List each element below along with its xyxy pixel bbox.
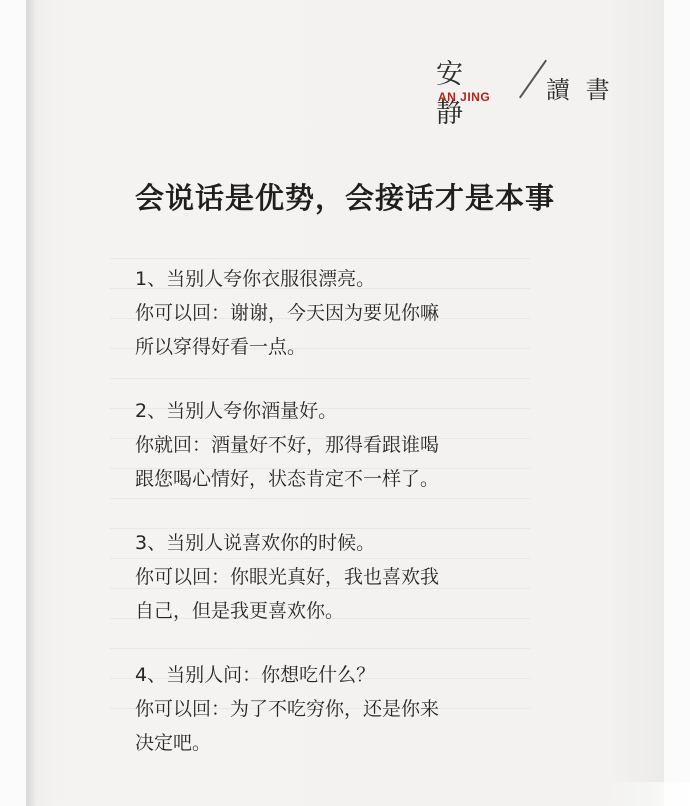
item-heading: 1、当别人夸你衣服很漂亮。 (135, 268, 376, 290)
item-heading: 3、当别人说喜欢你的时候。 (135, 532, 376, 554)
page-spine-shadow (26, 0, 36, 806)
item-text: 你可以回：为了不吃穷你，还是你来 (135, 698, 440, 720)
item-heading: 4、当别人问：你想吃什么？ (135, 664, 376, 686)
item-text: 你可以回：你眼光真好，我也喜欢我 (135, 566, 440, 588)
brand-name-pinyin: AN JING (438, 90, 491, 104)
item-text: 自己，但是我更喜欢你。 (135, 600, 345, 622)
item-text: 决定吧。 (135, 732, 212, 754)
list-item (135, 262, 595, 364)
item-text: 所以穿得好看一点。 (135, 336, 307, 358)
tips-list (135, 262, 595, 790)
list-item (135, 394, 595, 496)
brand-subtitle: 讀 書 (546, 76, 614, 104)
page-title: 会说话是优势，会接话才是本事 (134, 181, 555, 215)
page-header (436, 52, 616, 129)
brand-name-chinese: 安 静 (436, 59, 469, 129)
list-item (135, 526, 595, 628)
corner-watermark-area (602, 782, 690, 806)
item-text: 你就回：酒量好不好，那得看跟谁喝 (135, 434, 440, 456)
header-slash-divider (519, 60, 547, 99)
item-text: 你可以回：谢谢，今天因为要见你嘛 (135, 302, 440, 324)
list-item (135, 658, 595, 760)
item-text: 跟您喝心情好，状态肯定不一样了。 (135, 468, 440, 490)
item-heading: 2、当别人夸你酒量好。 (135, 400, 338, 422)
